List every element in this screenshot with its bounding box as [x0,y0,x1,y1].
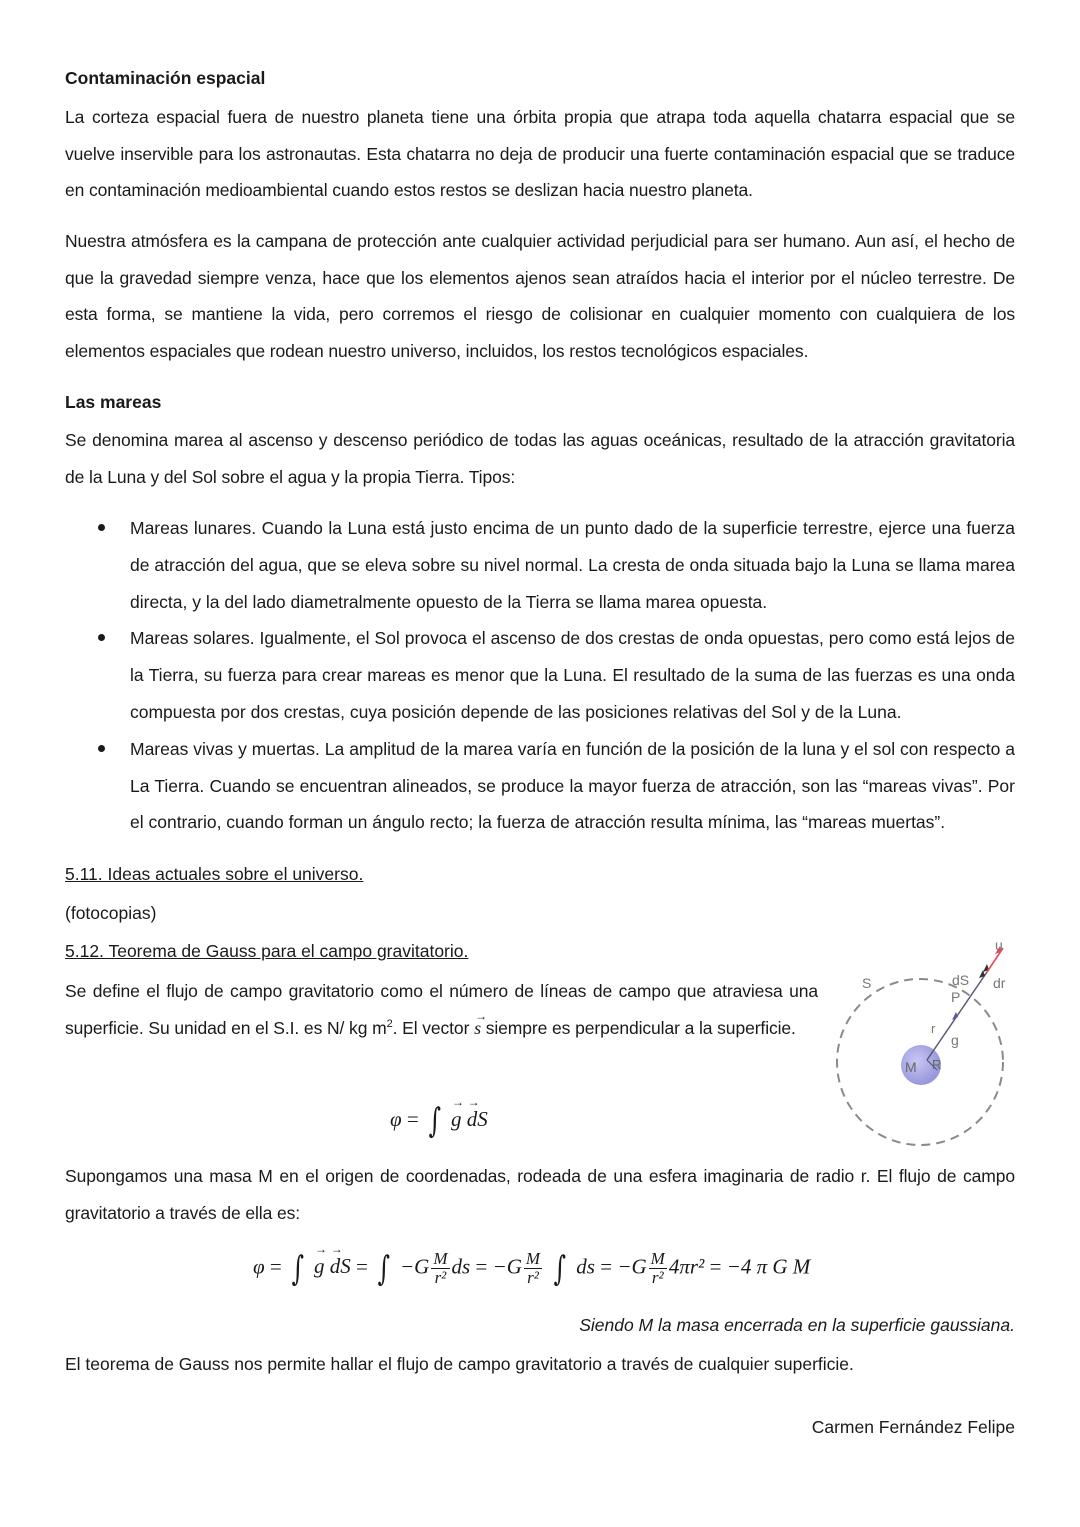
paragraph-contaminacion-1: La corteza espacial fuera de nuestro planeta tiene una órbita propia que atrapa toda aquella chatarra espacial que se vuelve inservible para los astronautas. Esta chatarra no deja de producir una fuerte contaminación espacial que se traduce en contaminación medioambiental cuando estos restos se deslizan hacia nuestro planeta. [65,107,1015,200]
eq-vector-g: → g [451,1107,462,1132]
bullet-text: Mareas vivas y muertas. La amplitud de la marea varía en función de la posición de la luna y el sol con respecto a La Tierra. Cuando se encuentran alineados, se produce la mayor fuerza de atracción, son las “mareas vivas”. Por el contrario, cuando forman un ángulo recto; la fuerza de atracción resulta mínima, las “mareas muertas”. [130,738,1015,833]
integral-symbol: ∫ [553,1248,567,1289]
heading-mareas: Las mareas [65,392,162,412]
label-R: R [932,1057,942,1072]
bullet-icon [98,634,105,641]
paragraph-conclusion: El teorema de Gauss nos permite hallar el flujo de campo gravitatorio a través de cualquier superficie. [65,1354,854,1374]
fraction-numerator: M [525,1249,541,1268]
fraction-denominator: r² [434,1268,447,1287]
eq-phi: φ [390,1106,402,1131]
definition-text-2: . El vector [392,1017,475,1038]
eq-vector-g: → g [314,1254,325,1279]
fraction-numerator: M [433,1249,448,1268]
eq-neg-G: −G [400,1254,430,1279]
eq-equals: = [709,1254,722,1279]
gauss-sphere-diagram [825,930,1025,1155]
integral-symbol: ∫ [377,1248,391,1289]
eq-vector-dS: → dS [330,1254,351,1279]
list-item [65,510,1015,620]
bullet-text: Mareas lunares. Cuando la Luna está justo encima de un punto dado de la superficie terrestre, ejerce una fuerza de atracción del agua, que se eleva sobre su nivel normal. La cresta de onda situada bajo la Luna se llama marea directa, y la del lado diametralmente opuesto de la Tierra se llama marea opuesta. [130,518,1015,612]
fraction-denominator: r² [527,1268,539,1287]
eq-ds: ds [451,1254,471,1279]
fraction-M-r2 [524,1250,542,1287]
fraction-denominator: r² [651,1268,664,1287]
paragraph-contaminacion-2: Nuestra atmósfera es la campana de protección ante cualquier actividad perjudicial para ser humano. Aun así, el hecho de que la gravedad siempre venza, hace que los elementos ajenos sean atraídos hacia el interior por el núcleo terrestre. De esta forma, se mantiene la vida, pero corremos el riesgo de colisionar en cualquier momento con cualquiera de los elementos espaciales que rodean nuestro universo, incluidos, los restos tecnológicos espaciales. [65,231,1015,361]
eq-equals: = [269,1254,282,1279]
eq-vector-dS: → dS [467,1107,488,1132]
label-dS: dS [952,972,970,988]
definition-text-1: Se define el flujo de campo gravitatorio como el número de líneas de campo que atraviesa una superficie. Su unidad en el S.I. es N/ kg m [65,981,818,1038]
list-item [65,731,1015,841]
eq-equals: = [600,1254,613,1279]
eq-4pir2: 4πr² [668,1254,705,1279]
paragraph-supongamos: Supongamos una masa M en el origen de coordenadas, rodeada de una esfera imaginaria de radio r. El flujo de campo gravitatorio a través de ella es: [65,1166,1015,1223]
eq-equals: = [355,1254,368,1279]
integral-symbol: ∫ [291,1248,305,1289]
equation-flux-definition [390,1101,488,1141]
unit-superscript: 2 [386,1017,393,1030]
note-fotocopias: (fotocopias) [65,903,157,923]
label-M: M [905,1059,917,1075]
label-r: r [931,1021,936,1036]
eq-neg-G: −G [492,1254,522,1279]
definition-text-3: siempre es perpendicular a la superficie. [480,1017,796,1038]
paragraph-mareas-intro: Se denomina marea al ascenso y descenso periódico de todas las aguas oceánicas, resultado de la atracción gravitatoria de la Luna y del Sol sobre el agua y la propia Tierra. Tipos: [65,430,1015,487]
section-title-ideas: 5.11. Ideas actuales sobre el universo. [65,864,364,884]
bullet-text: Mareas solares. Igualmente, el Sol provoca el ascenso de dos crestas de onda opuestas, pero como está lejos de la Tierra, su fuerza para crear mareas es menor que la Luna. El resultado de la suma de las fuerzas es una onda compuesta por dos crestas, cuya posición depende de las posiciones relativas del Sol y de la Luna. [130,628,1015,722]
eq-equals: = [475,1254,488,1279]
equation-flux-derivation [253,1250,810,1287]
list-item [65,620,1015,730]
label-dr: dr [993,975,1006,991]
label-u: u [995,937,1003,953]
eq-neg-G: −G [617,1254,647,1279]
eq-ds: ds [576,1254,595,1279]
heading-contaminacion: Contaminación espacial [65,68,266,88]
section-title-gauss: 5.12. Teorema de Gauss para el campo gravitatorio. [65,941,469,961]
author-signature: Carmen Fernández Felipe [811,1417,1015,1437]
equation-caption: Siendo M la masa encerrada en la superficie gaussiana. [579,1315,1015,1335]
fraction-M-r2 [649,1250,667,1287]
eq-phi: φ [253,1254,265,1279]
eq-equals: = [406,1106,419,1131]
bullet-icon [98,524,105,531]
fraction-M-r2 [431,1250,449,1287]
vector-s-symbol: → s [474,1010,481,1047]
label-S: S [862,975,872,991]
mareas-bullet-list [65,510,1015,841]
gauss-diagram-svg [825,930,1025,1155]
label-P: P [951,989,961,1005]
bullet-icon [98,745,105,752]
paragraph-gauss-definition [65,973,818,1046]
eq-result: −4 π G M [726,1254,811,1279]
label-g: g [951,1032,959,1048]
integral-symbol: ∫ [428,1101,442,1141]
fraction-numerator: M [650,1249,665,1268]
